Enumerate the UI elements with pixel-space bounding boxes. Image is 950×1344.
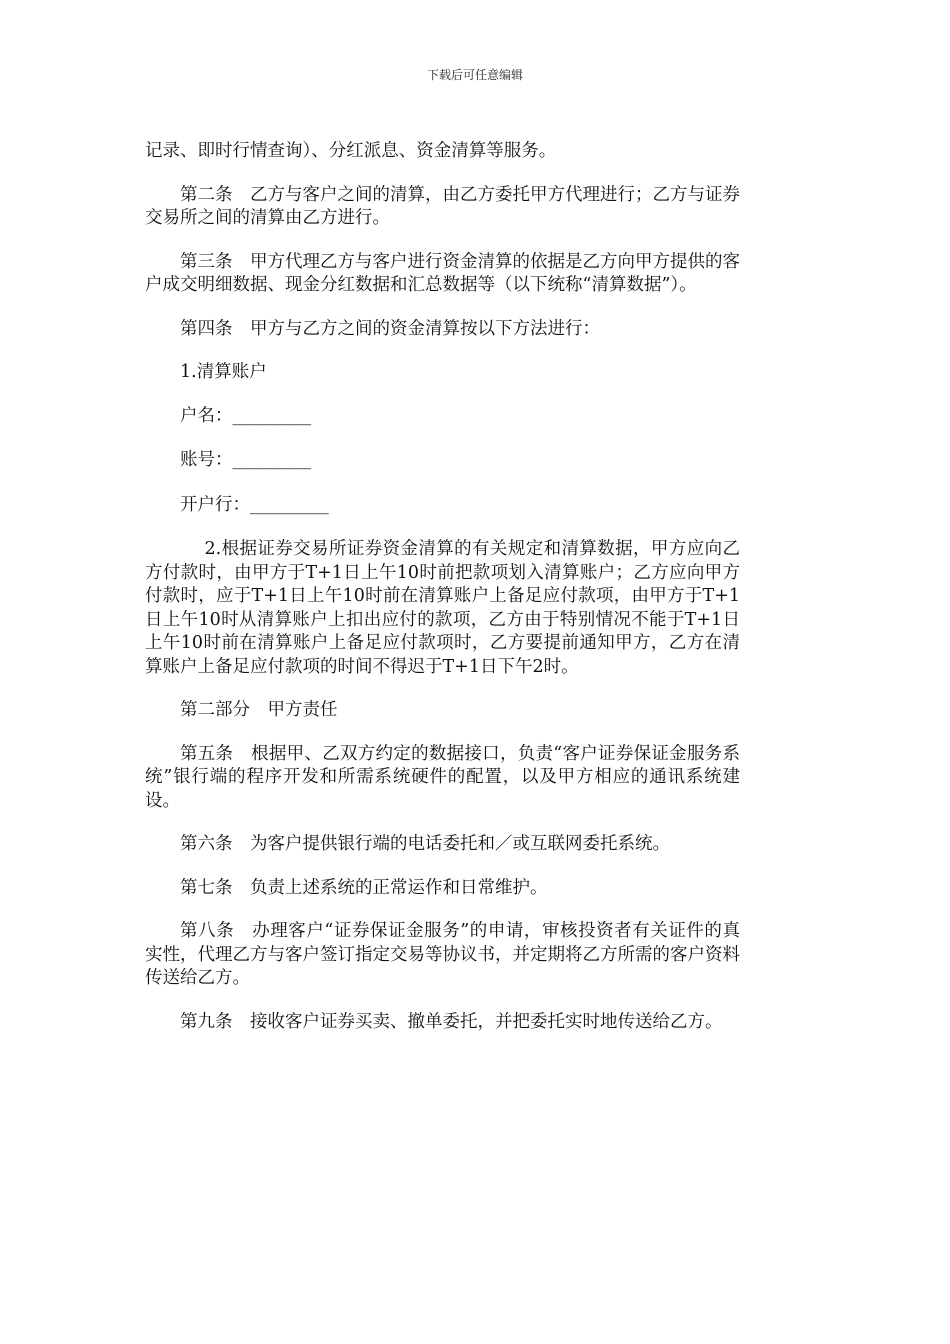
article-3: 第三条 甲方代理乙方与客户进行资金清算的依据是乙方向甲方提供的客户成交明细数据、现金分红数据和汇总数据等（以下统称“清算数据”）。 — [145, 251, 740, 295]
document-body — [145, 140, 740, 1054]
part-two-heading: 第二部分 甲方责任 — [180, 700, 338, 720]
page-header-note: 下载后可任意编辑 — [426, 68, 523, 82]
article-2: 第二条 乙方与客户之间的清算，由乙方委托甲方代理进行；乙方与证券交易所之间的清算由乙方进行。 — [145, 184, 740, 228]
paragraph-continuation: 记录、即时行情查询）、分红派息、资金清算等服务。 — [145, 141, 557, 161]
opening-bank-field: 开户行：_________ — [180, 494, 329, 515]
article-8: 第八条 办理客户“证券保证金服务”的申请，审核投资者有关证件的真实性，代理乙方与客户签订指定交易等协议书，并定期将乙方所需的客户资料传送给乙方。 — [145, 921, 740, 988]
article-7: 第七条 负责上述系统的正常运作和日常维护。 — [180, 877, 548, 898]
article-9: 第九条 接收客户证券买卖、撤单委托，并把委托实时地传送给乙方。 — [180, 1011, 723, 1032]
article-6: 第六条 为客户提供银行端的电话委托和／或互联网委托系统。 — [180, 834, 670, 854]
account-name-field: 户名：_________ — [180, 405, 312, 426]
article-5: 第五条 根据甲、乙双方约定的数据接口，负责“客户证券保证金服务系统”银行端的程序开发和所需系统硬件的配置，以及甲方相应的通讯系统建设。 — [145, 743, 740, 811]
clearing-account-heading: 1.清算账户 — [180, 362, 267, 382]
account-number-field: 账号：_________ — [180, 450, 312, 470]
article-4: 第四条 甲方与乙方之间的资金清算按以下方法进行： — [180, 318, 600, 339]
clearing-rules-paragraph: 2.根据证券交易所证券资金清算的有关规定和清算数据，甲方应向乙方付款时，由甲方于T+1日上午10时前把款项划入清算账户；乙方应向甲方付款时，应于T+1日上午10时前在清算账户上备足应付款项，由甲方于T+1日上午10时从清算账户上扣出应付的款项，乙方由于特别情况不能于T+1日上午10时前在清算账户上备足应付款项时，乙方要提前通知甲方，乙方在清算账户上备足应付款项的时间不得迟于T+1日下午2时。 — [145, 539, 740, 677]
